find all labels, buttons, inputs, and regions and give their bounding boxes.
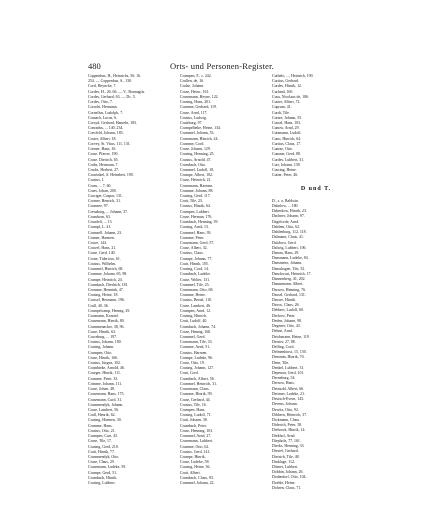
index-entry: Crusing, Lubbert.	[88, 481, 116, 486]
index-entry: Cruse, Arnd, 117.	[180, 110, 208, 115]
index-entry: Crumme, Hans.	[88, 423, 113, 428]
index-entry: Cruse, Dietrich, 65.	[88, 157, 119, 162]
index-entry: Crumbieke, Arnold, 46.	[88, 366, 125, 371]
index-entry: Diekhof, Arnd.	[272, 433, 296, 438]
index-entry: Cruciger, Caspar, 131.	[88, 194, 123, 199]
index-entry: Crumme, Peter, 33.	[88, 376, 119, 381]
index-entry: Cramer, Harmen.	[88, 235, 115, 240]
index-entry: Crumpf, L. 41.	[88, 225, 112, 230]
index-entry: Crusmann, Konrad.	[88, 314, 119, 319]
index-entry: Crautfelt, ... 13.	[88, 220, 113, 225]
index-entry: Cruse, Tile, 17.	[88, 439, 112, 444]
index-entry: Crusing, Heine, 18.	[88, 293, 119, 298]
index-entry: Crumpen, Lubbert.	[180, 209, 210, 214]
index-entry: Cruse, Hinrik, 63.	[88, 329, 116, 334]
index-entry: Crumpe, Albert, 102.	[180, 173, 213, 178]
index-entry: Damshagen, Tile, 52.	[272, 266, 306, 271]
index-entry: Dietrich, Tile, 48.	[272, 454, 300, 459]
index-entry: Deden, Johann, 98.	[272, 318, 302, 323]
index-entry: Crumme, Otto, 62.	[180, 444, 210, 449]
index-entry: Cruse, Johan, 48.	[88, 387, 115, 392]
index-entry: Dalmann, Claus, 41.	[272, 235, 304, 240]
index-entry: Crumme, Johann, 88.	[180, 188, 214, 193]
index-entry: Curtius, Gerhard.	[272, 79, 300, 84]
index-entry: Custer, Albert, 72.	[272, 100, 301, 105]
index-entry: Ditmer, Lubbert.	[272, 464, 299, 469]
index-entry: Diepholz, 77, 161.	[272, 438, 301, 443]
index-entry: Cussel, Hans, 103.	[272, 120, 302, 125]
index-entry: Cumme, Gerd, 88.	[272, 152, 301, 157]
index-entry: Cruse, Gerd, 140.	[88, 251, 116, 256]
index-entry: Crumbach, Albert, 56.	[180, 376, 215, 381]
index-entry: Cruse, Lambert, 46.	[180, 303, 212, 308]
index-entry: Depenau, Gerd, 101.	[272, 371, 305, 376]
index-entry: Cruse, Ludeke, 58.	[180, 460, 210, 465]
index-entry: Dannenberg, 41, 202.	[272, 277, 306, 282]
index-entry: Crimme, Johann, 111.	[88, 381, 123, 386]
index-entry: Crummendyk, Johann.	[88, 402, 124, 407]
index-entry: Deckow, Peter.	[272, 313, 296, 318]
section-heading: D und T.	[300, 185, 332, 192]
index-entry: Cord, Heyncke, 7.	[88, 84, 117, 89]
index-entry: Damm, Hans, 29.	[272, 251, 300, 255]
index-entry: Crusius, J.	[88, 178, 105, 183]
index-entry: Crusemann, Harmen.	[180, 183, 214, 188]
index-entry: Crumbach, Ludeke.	[180, 272, 211, 277]
index-entry: Crusemann, Hans, 175.	[88, 392, 125, 397]
index-entry: Crull, 40, 36.	[88, 303, 109, 308]
index-entry: Cruse, Hinrik, 166.	[88, 355, 118, 360]
index-entry: Crullen, de, 16.	[180, 79, 205, 84]
index-entry: Cutter, Peter, 46.	[272, 173, 299, 178]
index-entry: Detmold, Albert, 66.	[272, 386, 305, 391]
index-entry: Cornelius, Ludolph, 7.	[88, 110, 124, 115]
index-entry: Crumpe, Ludeke, 96.	[180, 355, 213, 360]
index-entry: Crueger, Hinrik, 111.	[88, 371, 121, 376]
index-entry: Denkel, Lubbert, 31.	[272, 365, 305, 370]
index-entry: Crulse, Johann.	[180, 84, 205, 89]
index-entry: Crumbach, Peter.	[180, 423, 207, 428]
index-entry: Crummel, Ludolf, 18.	[180, 167, 215, 172]
index-entry: Cruse, Otto, 19.	[180, 361, 205, 366]
column-right	[272, 74, 360, 492]
index-entry: Cranach, Lucas, 6.	[88, 115, 118, 120]
index-entry: 254. — Coppenbus, S., 130.	[88, 79, 132, 84]
index-entry: Dannemann, Albert.	[272, 282, 304, 287]
index-entry: Dauwe, Hinrik.	[272, 297, 297, 302]
index-entry: Coster, Albert, 18.	[88, 136, 117, 141]
index-entry: Diderich, Peter, 58.	[272, 423, 303, 428]
index-entry: Crumbach, Hinrik.	[88, 475, 118, 480]
index-entry: Cremer, Hans, 16.	[88, 147, 117, 152]
index-entry: Dehne, Arnd.	[272, 329, 293, 334]
index-entry: Cruse, Pfarrer, 190.	[88, 152, 119, 157]
index-entry: Crummel, Hans, 93.	[180, 230, 212, 235]
page-header	[88, 60, 356, 72]
index-entry: Crusius, Claus.	[180, 251, 204, 256]
index-entry: Dickmann, Claus.	[272, 418, 300, 422]
index-entry: Cruse, Albert, 32.	[180, 246, 208, 251]
index-entry: Crumpe, Hinrik.	[180, 454, 206, 459]
index-entry: D., s. a. Baldwin.	[272, 198, 300, 203]
index-entry: Cruse, Herman, 176.	[180, 214, 213, 219]
index-entry: Crutt, Hinrik, 105.	[180, 261, 209, 266]
index-entry: Crawe, 144.	[88, 241, 107, 245]
index-entry: Crumsee, 97.	[88, 204, 109, 209]
index-entry: Crusius, Gerd, 141.	[180, 449, 211, 454]
index-entry: Crusing, Hans, 201.	[180, 100, 212, 105]
index-entry: Crusing, Johann.	[88, 345, 115, 350]
index-entry: Dalwig, Lubbert, 106.	[272, 245, 307, 250]
index-entry: Crutt, Johann, 38.	[180, 418, 208, 423]
index-entry: Crusius, Tile, 16.	[180, 402, 207, 407]
index-entry: Crummel, Heinrich, 31.	[180, 381, 218, 386]
index-entry: Crampe, Heinrich, 24.	[88, 277, 123, 282]
index-entry: Crusius, Arnold, 47.	[180, 157, 212, 162]
index-entry: Crumpe, Gerd, 51.	[88, 470, 118, 475]
index-entry: Coesfeld, Johann, 183.	[88, 131, 124, 136]
index-entry: Debbert, Ludolf, 60.	[272, 308, 304, 313]
index-entry: Creuzburg, ... Johann, 37.	[88, 209, 129, 214]
index-entry: Dene, Tile.	[272, 360, 290, 365]
index-entry: Dewitz, Otto, 92.	[272, 407, 299, 412]
index-entry: Dinklage, 112.	[272, 459, 295, 464]
index-entry: Doehle, Heine.	[272, 480, 296, 485]
index-entry: Derneburg, 54.	[272, 376, 296, 381]
index-entry: Cuno, Hinrich, 64.	[272, 136, 302, 141]
index-entry: Cruse, Hennig, 160.	[180, 329, 212, 334]
index-entry: Crummel, Johann, 22.	[180, 481, 215, 486]
index-entry: Crusemann, Hinrik, 80.	[88, 319, 125, 324]
index-entry: Dettmer, Ludeke, 21.	[272, 391, 306, 396]
index-entry: Danckwart, Heinrich, 17.	[272, 271, 312, 276]
index-entry: Dammeier, Johann.	[272, 261, 303, 266]
index-entry: Crumme, Arnd, 51.	[180, 345, 211, 350]
index-entry: Demmin, Hinrik, 70.	[272, 355, 305, 360]
index-entry: Dibbern, Heinrich, 37.	[272, 412, 308, 417]
index-entry: Crumpen, Arnd, 12.	[180, 308, 212, 313]
index-entry: Delmenhorst, 15, 150.	[272, 350, 307, 355]
index-entry: Crusing, Gerd, 210.	[88, 444, 119, 449]
index-entry: Dahlem, Otto, 62.	[272, 224, 300, 229]
index-entry: Crumpelcamp, Hennig, 29.	[88, 308, 131, 313]
index-entry: Crutt, Albert.	[180, 470, 201, 475]
index-entry: Crumhorn, 63.	[88, 214, 111, 219]
index-entry: Crusing, Johann, 127.	[180, 366, 215, 371]
index-entry: Crumme, Heine.	[180, 293, 206, 298]
index-entry: Crusius, Otto, 21.	[88, 428, 116, 433]
index-entry: Curtze, Johann, 55.	[272, 115, 303, 120]
index-entry: Dabelow, ... 180.	[272, 204, 299, 209]
index-entry: Cuprum, 41.	[272, 105, 292, 110]
index-entry: Crutt, Cord.	[180, 371, 199, 376]
index-entry: Cordes, Otto, 7.	[88, 100, 113, 105]
index-entry: Crummel, Gerd.	[180, 334, 206, 339]
index-entry: Corroht, Hermann.	[88, 105, 118, 110]
index-entry: Crutzburg, 97.	[180, 120, 203, 125]
index-entry: Crumpen, F., c. 242.	[180, 74, 212, 78]
index-entry: Cruse, Wolter, 131.	[180, 277, 211, 282]
index-entry: Crusemann, Gerd, 57.	[180, 241, 215, 245]
page-title: Orts- und Personen-Register.	[169, 61, 275, 71]
index-entry: Cromer, Henrich, 31.	[88, 199, 122, 204]
index-entry: Cruse, Heinr., 161.	[180, 89, 210, 94]
index-entry: Diebrock, Hinrik, 14.	[272, 428, 306, 433]
index-entry: Cordes, Gerhard, 63. — Dc. 5.	[88, 94, 136, 99]
index-entry: Crusing, Heine, 36.	[180, 465, 211, 470]
index-entry: Dageforde, Arnd.	[272, 219, 300, 224]
index-entry: Crusing, Harmen, 30.	[88, 418, 122, 423]
index-entry: Curland, 160.	[272, 89, 294, 94]
index-entry: Diestel, Gerhard.	[272, 449, 299, 454]
index-entry: Dalchow, Gerd.	[272, 240, 297, 245]
index-entry: Crutt, Tile, 23.	[180, 199, 203, 204]
index-entry: Conradus, ... 140, 234.	[88, 126, 124, 131]
index-entry: Crumme, Johann, 65, 98.	[88, 272, 128, 277]
index-entry: Crumme, Gerhard, 119.	[180, 105, 217, 110]
index-entry: Crummel, Johann, 53.	[180, 131, 215, 136]
index-entry: Dobbin, Johann, 26.	[272, 470, 304, 475]
index-entry: Delling, Cord.	[272, 344, 295, 349]
index-entry: Dahlenburg, 112, 118.	[272, 230, 307, 235]
index-entry: Crummenacker, 38, 96.	[88, 324, 125, 329]
index-entry: Cuthelo, ..., Heinrich, 190.	[272, 74, 314, 78]
register-columns	[88, 74, 362, 492]
index-entry: Crutt, Ludolf, 40.	[180, 319, 208, 324]
index-entry: Daberkow, Hinrik, 23.	[272, 209, 307, 214]
index-entry: Crumbach, Otto.	[180, 162, 207, 167]
index-entry: Dassel, Gerhard, 131.	[272, 292, 306, 297]
index-entry: Cruse, Lambert, 56.	[88, 408, 120, 412]
index-entry: Crusemann, Otto, 68.	[180, 287, 214, 292]
index-entry: Crusing, Hinrich.	[180, 314, 208, 319]
index-entry: Cruceburg, ... 197.	[88, 334, 117, 339]
index-entry: Crusius, Hinrik, 64.	[180, 204, 211, 209]
index-entry: Crummel, Hinrich, 68.	[88, 267, 124, 272]
index-entry: Curdt, Tile.	[272, 110, 290, 115]
index-entry: Crumsell, Johann, 23.	[88, 230, 123, 235]
index-entry: Crummel, Arnd, 27.	[180, 434, 212, 439]
index-entry: Crumpen, Curt, 45.	[88, 434, 119, 439]
index-entry: Corvey, St. Vitus, 111, 131.	[88, 141, 131, 146]
index-entry: Crull, Henrik, 62.	[88, 413, 116, 418]
index-entry: Crusemann, Hinrich, 24.	[180, 136, 219, 141]
index-entry: Cruse, Claus, 29.	[88, 460, 115, 465]
index-entry: Crumme, Cord.	[180, 141, 205, 146]
index-entry: Deichmann, Heine, 119.	[272, 334, 310, 339]
index-entry: Devens, Johann.	[272, 402, 298, 407]
index-entry: Crusemann, Ludeke, 59.	[88, 465, 127, 470]
index-entry: Crusemann, Curd, 31.	[88, 397, 123, 402]
index-entry: Cruse, Johann, 129.	[180, 147, 211, 152]
index-entry: Crumpen, Otto.	[88, 350, 113, 355]
index-entry: Crusius, Jürgen, 102.	[88, 361, 121, 366]
index-entry: Crusing, Cord, 14.	[180, 267, 209, 272]
index-entry: Crusius, Wilhelm.	[88, 261, 117, 266]
index-entry: Crummel, Tile, 25.	[180, 282, 210, 287]
index-entry: Dachner, Johann, 97.	[272, 214, 305, 219]
index-entry: Curtius, Claus, 17.	[272, 141, 302, 146]
index-entry: Cunow, Arnd, 29.	[272, 126, 300, 131]
index-entry: Crusing, Henning, 25.	[180, 152, 215, 157]
index-entry: Crusius, Ludwig.	[180, 115, 207, 120]
column-middle	[180, 74, 268, 492]
index-entry: Curdes, Lubbert, 31.	[272, 157, 305, 162]
index-entry: Dodendorf, Otto, 104.	[272, 475, 307, 480]
index-entry: Crusing, Ludolf, 71.	[180, 413, 212, 418]
page-number: 480	[88, 61, 101, 71]
index-entry: Degener, Otto, 43.	[272, 324, 301, 329]
index-entry: Dierks, Henning, 33.	[272, 444, 305, 449]
index-entry: Cusa, Nicolaus de, 186.	[272, 94, 309, 99]
index-entry: Crusing, Gerd, 117.	[180, 194, 211, 199]
index-entry: Crumme, Peter.	[180, 235, 205, 240]
index-entry: Davos, Claus, 26.	[272, 303, 300, 308]
column-left	[88, 74, 176, 492]
index-entry: Crum, ... 7, 60.	[88, 183, 112, 188]
index-entry: Deutsch-Evern, 143.	[272, 397, 305, 402]
index-entry: Cracht, Herbert, 27.	[88, 167, 120, 172]
index-entry: Craes, Johan, 200.	[88, 188, 117, 193]
index-entry: Crusemann, Lubbert.	[180, 439, 213, 444]
index-entry: Cruwel, Hans, 21.	[88, 246, 117, 251]
index-entry: Crubs, Hermann, 7.	[88, 162, 119, 167]
index-entry: Crusing, Arnd, 13.	[180, 225, 209, 230]
index-entry: Crumbach, Diedrich, 181.	[88, 282, 129, 287]
index-entry: Crumbach, Claus, 83.	[180, 475, 214, 480]
index-entry: Corsyd, Gerhard, Hameln, 183.	[88, 120, 137, 125]
index-entry: Crawinkel, S. Heimbert, 190.	[88, 173, 134, 178]
index-entry: Crumpelbeke, Heine, 134.	[180, 126, 221, 131]
index-entry: Cruse, Heinrich, 21.	[180, 178, 212, 183]
index-entry: Dersow, Hans.	[272, 381, 295, 386]
index-entry: Cruse, Henning, 103.	[180, 428, 214, 433]
index-entry: Dohren, Claus, 71.	[272, 485, 302, 490]
index-entry: Curt, Johann, 139.	[272, 162, 301, 167]
index-entry: Crusius, Johann, 180.	[88, 340, 122, 345]
index-entry: Curdes, Hinrik, 12.	[272, 84, 302, 89]
index-entry: Cutzmann, Ludolf.	[272, 131, 302, 136]
index-entry: Cruse, Gerhard, 44.	[180, 397, 211, 402]
index-entry: Crusemann, Claus.	[180, 387, 210, 392]
index-entry: Crutt, Hinrik, 77.	[88, 449, 115, 454]
index-entry: Crusemann, Tile, 33.	[180, 340, 213, 345]
index-entry: Dammann, Ludeke, 84.	[272, 256, 309, 261]
index-entry: Crumbach, Henning, 39.	[180, 220, 219, 225]
index-entry: Crusius, Harmen.	[180, 350, 208, 355]
index-entry: Darsow, Henning, 76.	[272, 287, 307, 292]
index-entry: Crummendyk, Otto.	[88, 454, 120, 459]
index-entry: Crumbach, Johann, 74.	[180, 324, 216, 329]
index-entry: Cromme, Hennink, 47.	[88, 287, 124, 292]
index-entry: Crumpen, Hans.	[180, 408, 206, 412]
index-entry: Crone, Tidericus, 61.	[88, 256, 121, 261]
index-entry: Crusius, Bernd, 110.	[180, 298, 212, 303]
index-entry: Crumpe, Johann, 77.	[180, 256, 213, 261]
index-entry: Cordes, H., 26. 66. — V., Bonnagtis.	[88, 89, 146, 94]
index-entry: Crusemann, Heyne, 122.	[180, 94, 219, 99]
index-entry: Deister, 27, 88.	[272, 339, 296, 344]
index-entry: Cuntze, Otto.	[272, 147, 293, 152]
index-entry: Crumme, Hinrik, 99.	[180, 392, 213, 397]
index-entry: Coppenbus, H., Heinrichs, 56, 16.	[88, 74, 141, 78]
index-entry: Cussing, Heine.	[272, 167, 297, 172]
index-entry: Crussel, Hermann, 196.	[88, 298, 125, 303]
